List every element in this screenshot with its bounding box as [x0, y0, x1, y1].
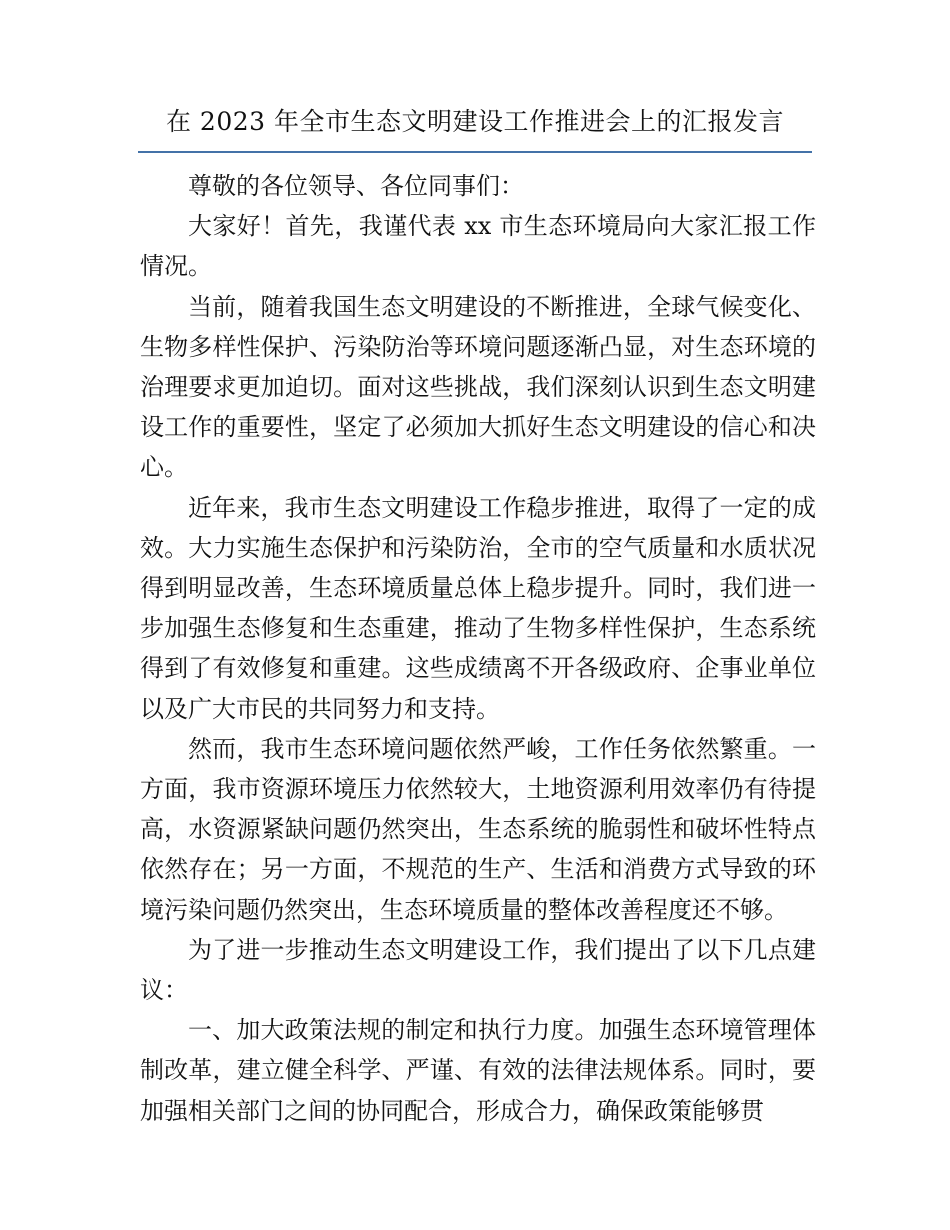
document-body [140, 166, 816, 1131]
document-title: 在 2023 年全市生态文明建设工作推进会上的汇报发言 [165, 107, 785, 136]
paragraph-suggestion-one: 一、加大政策法规的制定和执行力度。加强生态环境管理体制改革，建立健全科学、严谨、有效的法律法规体系。同时，要加强相关部门之间的协同配合，形成合力，确保政策能够贯 [140, 1016, 816, 1125]
paragraph-suggestions-intro: 为了进一步推动生态文明建设工作，我们提出了以下几点建议： [140, 935, 816, 1005]
paragraph-achievements: 近年来，我市生态文明建设工作稳步推进，取得了一定的成效。大力实施生态保护和污染防治，全市的空气质量和水质状况得到明显改善，生态环境质量总体上稳步提升。同时，我们进一步加强生态修复和生态重建，推动了生物多样性保护，生态系统得到了有效修复和重建。这些成绩离不开各级政府、企事业单位以及广大市民的共同努力和支持。 [140, 493, 816, 723]
title-underline [138, 151, 812, 153]
paragraph-opening: 大家好！首先，我谨代表 xx 市生态环境局向大家汇报工作情况。 [140, 212, 816, 281]
paragraph-greeting: 尊敬的各位领导、各位同事们： [188, 172, 524, 200]
paragraph-challenges: 然而，我市生态环境问题依然严峻，工作任务依然繁重。一方面，我市资源环境压力依然较大，土地资源利用效率仍有待提高，水资源紧缺问题仍然突出，生态系统的脆弱性和破坏性特点依然存在；另一方面，不规范的生产、生活和消费方式导致的环境污染问题仍然突出，生态环境质量的整体改善程度还不够。 [140, 734, 816, 924]
paragraph-background: 当前，随着我国生态文明建设的不断推进，全球气候变化、生物多样性保护、污染防治等环境问题逐渐凸显，对生态环境的治理要求更加迫切。面对这些挑战，我们深刻认识到生态文明建设工作的重要性，坚定了必须加大抓好生态文明建设的信心和决心。 [140, 292, 816, 482]
